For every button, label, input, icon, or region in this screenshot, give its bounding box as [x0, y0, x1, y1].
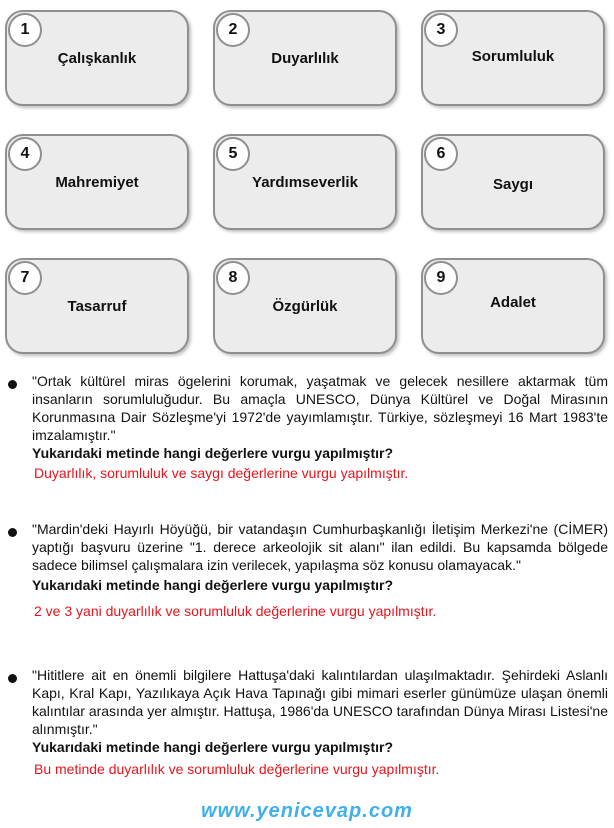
bullet-icon [8, 674, 17, 683]
card-label: Mahremiyet [55, 174, 139, 191]
card-number: 2 [216, 13, 250, 47]
answer-text: Duyarlılık, sorumluluk ve saygı değerlerine vurgu yapılmıştır. [34, 465, 409, 481]
value-card-4 [5, 134, 189, 230]
answer-text: 2 ve 3 yani duyarlılık ve sorumluluk değerlerine vurgu yapılmıştır. [34, 603, 437, 619]
question-text: "Hititlere ait en önemli bilgilere Hattuşa'daki kalıntılardan ulaşılmaktadır. Şehirdeki Aslanlı Kapı, Kral Kapı, Yazılıkaya Açık Hava Tapınağı gibi mimari eserler günümüze ulaşan önemli kalıntılar arasında yer almıştır. Hattuşa, 1986'da UNESCO tarafından Dünya Mirası Listesi'ne alınmıştır." [32, 667, 608, 737]
bullet-icon [8, 380, 17, 389]
bullet-icon [8, 528, 17, 537]
value-card-5 [213, 134, 397, 230]
value-card-6 [421, 134, 605, 230]
card-label: Çalışkanlık [57, 50, 137, 67]
card-number: 9 [424, 261, 458, 295]
value-card-9 [421, 258, 605, 354]
question-2 [8, 520, 608, 620]
card-label: Yardımseverlik [252, 174, 358, 191]
card-label: Duyarlılık [271, 50, 339, 67]
site-watermark: www.yenicevap.com [201, 800, 413, 822]
question-3 [8, 666, 608, 778]
question-1 [8, 372, 608, 482]
card-label: Saygı [492, 176, 534, 193]
card-label: Tasarruf [67, 298, 127, 315]
card-number: 6 [424, 137, 458, 171]
answer-text: Bu metinde duyarlılık ve sorumluluk değerlerine vurgu yapılmıştır. [34, 761, 440, 777]
card-number: 1 [8, 13, 42, 47]
card-number: 7 [8, 261, 42, 295]
card-number: 5 [216, 137, 250, 171]
question-prompt: Yukarıdaki metinde hangi değerlere vurgu yapılmıştır? [32, 445, 393, 461]
value-card-8 [213, 258, 397, 354]
question-text: "Mardin'deki Hayırlı Höyüğü, bir vatandaşın Cumhurbaşkanlığı İletişim Merkezi'ne (CİMER) yaptığı başvuru üzerine "1. derece arkeolojik sit alanı" ilan edildi. Bu kapsamda bölgede sadece bilimsel çalışmalara izin verilecek, yapılaşma söz konusu olamayacak." [32, 521, 608, 573]
card-label: Sorumluluk [471, 48, 555, 65]
card-number: 4 [8, 137, 42, 171]
card-label: Adalet [490, 294, 536, 311]
question-text: "Ortak kültürel miras ögelerini korumak, yaşatmak ve gelecek nesillere aktarmak tüm insanların sorumluluğudur. Bu amaçla UNESCO, Dünya Kültürel ve Doğal Mirasının Korunmasına Dair Sözleşme'yi 1972'de yayımlamıştır. Türkiye, sözleşmeyi 16 Mart 1983'te imzalamıştır." [32, 373, 608, 443]
card-label: Özgürlük [272, 298, 338, 315]
value-card-3 [421, 10, 605, 106]
card-number: 8 [216, 261, 250, 295]
value-card-7 [5, 258, 189, 354]
question-prompt: Yukarıdaki metinde hangi değerlere vurgu yapılmıştır? [32, 739, 393, 755]
value-card-2 [213, 10, 397, 106]
value-card-1 [5, 10, 189, 106]
question-prompt: Yukarıdaki metinde hangi değerlere vurgu yapılmıştır? [32, 577, 393, 593]
card-number: 3 [424, 13, 458, 47]
